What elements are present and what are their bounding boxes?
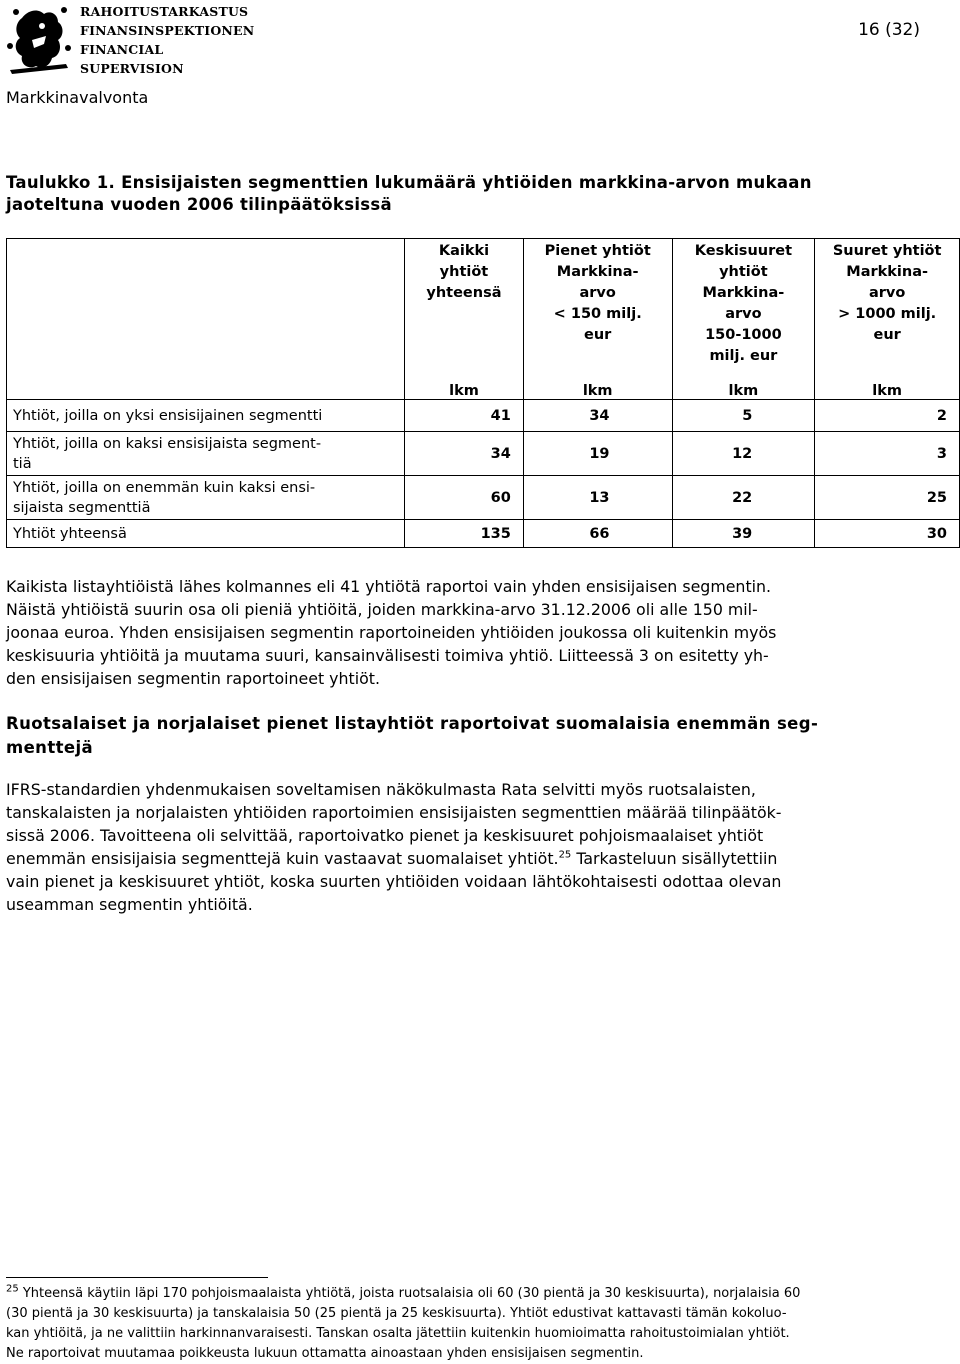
- text-line: useamman segmentin yhtiöitä.: [6, 895, 253, 914]
- logo-wordmark: [80, 2, 254, 78]
- table-row: [7, 520, 960, 548]
- footnote-line: [6, 1284, 941, 1304]
- section-heading: [6, 712, 906, 760]
- cell-value: 34: [405, 432, 524, 476]
- unit-cell: lkm: [405, 371, 524, 400]
- footnote-number: 25: [6, 1283, 19, 1295]
- text-segment: Yhteensä käytiin läpi 170 pohjoismaalaista yhtiötä, joista ruotsalaisia oli 60 (30 pientä ja 30 keskisuurta), norjalaisia 60: [18, 1286, 801, 1301]
- header-line: yhteensä: [426, 285, 502, 301]
- text-line: Kaikista listayhtiöistä lähes kolmannes eli 41 yhtiötä raportoi vain yhden ensisijaisen segmentin.: [6, 577, 772, 596]
- text-segment: enemmän ensisijaisia segmenttejä kuin vastaavat suomalaiset yhtiöt.: [6, 849, 559, 868]
- row-label: [7, 432, 405, 476]
- row-label: [7, 520, 405, 548]
- row-label: [7, 400, 405, 432]
- header-line: Pienet yhtiöt: [544, 243, 651, 259]
- footnote-divider: [6, 1277, 268, 1278]
- header-line: yhtiöt: [719, 264, 768, 280]
- table-caption: [6, 172, 926, 216]
- department-label: Markkinavalvonta: [6, 88, 149, 107]
- header-cell-small: [523, 239, 672, 372]
- cell-value: 66: [523, 520, 672, 548]
- row-label-line: Yhtiöt, joilla on kaksi ensisijaista segment-: [13, 435, 322, 452]
- header-line: yhtiöt: [439, 264, 489, 280]
- header-line: > 1000 milj.: [838, 306, 937, 322]
- text-segment: Tarkasteluun sisällytettiin: [571, 849, 778, 868]
- text-line: sissä 2006. Tavoitteena oli selvittää, raportoivatko pienet ja keskisuuret pohjoismaalaiset yhtiöt: [6, 826, 764, 845]
- cell-value: 22: [672, 476, 815, 520]
- page-number: 16 (32): [858, 20, 920, 40]
- row-label: [7, 476, 405, 520]
- paragraph-comparison: [6, 778, 941, 916]
- footnote-line: kan yhtiöitä, ja ne valittiin harkinnanvaraisesti. Tanskan osalta jätettiin kuitenkin huomioimatta rahoitustoimialan yhtiöt.: [6, 1326, 790, 1341]
- cell-value: 60: [405, 476, 524, 520]
- table-header-row: [7, 239, 960, 372]
- logo-line: FINANSINSPEKTIONEN: [80, 23, 255, 38]
- unit-cell: lkm: [523, 371, 672, 400]
- lion-crest-icon: [2, 0, 76, 80]
- row-label-line: Yhtiöt, joilla on enemmän kuin kaksi ensi-: [13, 479, 316, 496]
- header-line: eur: [873, 327, 901, 343]
- text-line: [6, 847, 941, 870]
- logo: [2, 0, 255, 80]
- row-label-line: Yhtiöt, joilla on yksi ensisijainen segmentti: [13, 407, 323, 424]
- cell-value: 41: [405, 400, 524, 432]
- footnote: [6, 1284, 941, 1364]
- header-line: arvo: [725, 306, 762, 322]
- cell-value: 39: [672, 520, 815, 548]
- text-line: Näistä yhtiöistä suurin osa oli pieniä yhtiöitä, joiden markkina-arvo 31.12.2006 oli alle 150 mil-: [6, 600, 758, 619]
- table-units-row: [7, 371, 960, 400]
- header-line: Keskisuuret: [694, 243, 793, 259]
- header-cell-large: [815, 239, 960, 372]
- logo-line: RAHOITUSTARKASTUS: [80, 4, 249, 19]
- text-line: keskisuuria yhtiöitä ja muutama suuri, kansainvälisesti toimiva yhtiö. Liitteessä 3 on esitetty yh-: [6, 646, 769, 665]
- header-line: arvo: [579, 285, 616, 301]
- caption-line: jaoteltuna vuoden 2006 tilinpäätöksissä: [6, 195, 392, 214]
- text-line: den ensisijaisen segmentin raportoineet yhtiöt.: [6, 669, 380, 688]
- footnote-line: (30 pientä ja 30 keskisuurta) ja tanskalaisia 50 (25 pientä ja 25 keskisuurta). Yhtiöt edustivat kattavasti tämän kokoluo-: [6, 1306, 787, 1321]
- caption-line: Taulukko 1. Ensisijaisten segmenttien lukumäärä yhtiöiden markkina-arvon mukaan: [6, 173, 812, 192]
- cell-value: 34: [523, 400, 672, 432]
- unit-cell: lkm: [672, 371, 815, 400]
- header-line: Kaikki: [438, 243, 490, 259]
- table-row: [7, 400, 960, 432]
- header-line: Markkina-: [702, 285, 785, 301]
- units-empty-cell: [7, 371, 405, 400]
- header-line: arvo: [868, 285, 906, 301]
- text-line: joonaa euroa. Yhden ensisijaisen segmentin raportoineiden yhtiöiden joukossa oli kuitenkin myös: [6, 623, 777, 642]
- header-line: Suuret yhtiöt: [832, 243, 942, 259]
- footnote-line: Ne raportoivat muutamaa poikkeusta lukuun ottamatta ainoastaan yhden ensisijaisen segmentin.: [6, 1346, 644, 1361]
- cell-value: 19: [523, 432, 672, 476]
- cell-value: 12: [672, 432, 815, 476]
- table-row: [7, 432, 960, 476]
- text-line: tanskalaisten ja norjalaisten yhtiöiden raportoimien ensisijaisten segmenttien määrää tilinpäätök-: [6, 803, 782, 822]
- header-line: Markkina-: [846, 264, 929, 280]
- table-row: [7, 476, 960, 520]
- header-line: eur: [584, 327, 612, 343]
- cell-value: 3: [815, 432, 960, 476]
- text-line: vain pienet ja keskisuuret yhtiöt, koska suurten yhtiöiden voidaan lähtökohtaisesti odottaa olevan: [6, 872, 782, 891]
- row-label-line: sijaista segmenttiä: [13, 499, 151, 516]
- header-line: 150-1000: [705, 327, 782, 343]
- text-line: IFRS-standardien yhdenmukaisen soveltamisen näkökulmasta Rata selvitti myös ruotsalaisten,: [6, 780, 756, 799]
- heading-line: Ruotsalaiset ja norjalaiset pienet listayhtiöt raportoivat suomalaisia enemmän seg-: [6, 714, 819, 733]
- row-label-line: Yhtiöt yhteensä: [13, 525, 127, 542]
- paragraph-summary: [6, 575, 936, 690]
- segments-table: [6, 238, 960, 548]
- cell-value: 30: [815, 520, 960, 548]
- cell-value: 2: [815, 400, 960, 432]
- header-line: < 150 milj.: [553, 306, 642, 322]
- footnote-reference[interactable]: 25: [558, 849, 572, 861]
- heading-line: menttejä: [6, 738, 94, 757]
- cell-value: 25: [815, 476, 960, 520]
- header-cell-all: [405, 239, 524, 372]
- cell-value: 13: [523, 476, 672, 520]
- logo-line: FINANCIAL SUPERVISION: [80, 42, 184, 76]
- cell-value: 135: [405, 520, 524, 548]
- header-line: milj. eur: [709, 348, 778, 364]
- header-line: Markkina-: [556, 264, 639, 280]
- row-label-line: tiä: [13, 455, 32, 472]
- header-empty-cell: [7, 239, 405, 372]
- unit-cell: lkm: [815, 371, 960, 400]
- cell-value: 5: [672, 400, 815, 432]
- header-cell-medium: [672, 239, 815, 372]
